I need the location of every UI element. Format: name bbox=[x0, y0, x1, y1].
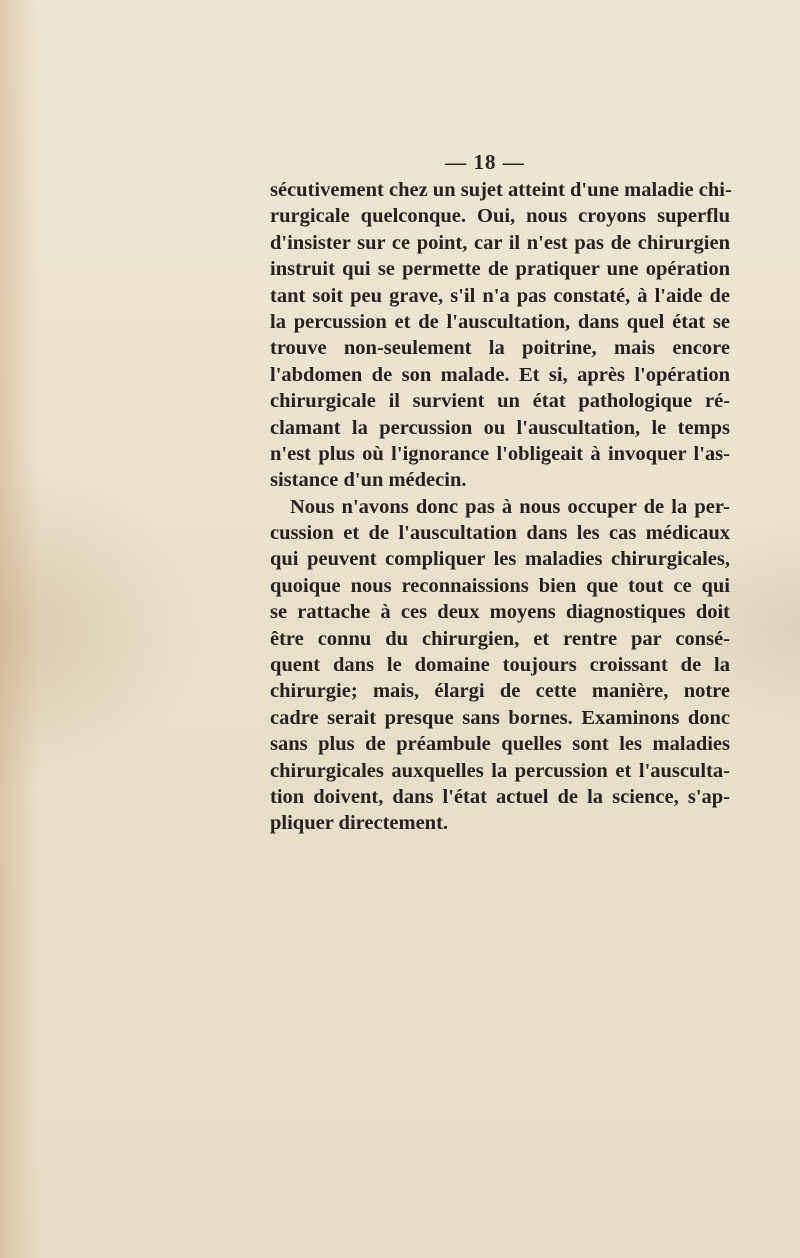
page-number: — 18 — bbox=[445, 150, 525, 174]
text-line: se rattache à ces deux moyens diagnostiques doit bbox=[270, 601, 730, 624]
text-line: chirurgicales auxquelles la percussion et l'ausculta- bbox=[270, 759, 730, 782]
text-line: quoique nous reconnaissions bien que tout ce qui bbox=[270, 574, 730, 597]
text-line: quent dans le domaine toujours croissant de la bbox=[270, 654, 730, 677]
text-line: trouve non-seulement la poitrine, mais encore bbox=[270, 337, 730, 360]
text-line: chirurgie; mais, élargi de cette manière, notre bbox=[270, 680, 730, 703]
text-line: l'abdomen de son malade. Et si, après l'opération bbox=[270, 363, 730, 386]
text-line: clamant la percussion ou l'auscultation, le temps bbox=[270, 416, 730, 439]
text-line: la percussion et de l'auscultation, dans quel état se bbox=[270, 310, 730, 333]
text-line: sistance d'un médecin. bbox=[270, 469, 467, 492]
text-line: être connu du chirurgien, et rentre par consé- bbox=[270, 627, 730, 650]
text-line: pliquer directement. bbox=[270, 812, 449, 835]
text-line: instruit qui se permette de pratiquer une opération bbox=[270, 258, 730, 281]
text-line: qui peuvent compliquer les maladies chirurgicales, bbox=[270, 548, 730, 571]
page-gutter-shadow bbox=[0, 0, 40, 1258]
text-line: cussion et de l'auscultation dans les cas médicaux bbox=[270, 522, 730, 545]
text-line: rurgicale quelconque. Oui, nous croyons superflu bbox=[270, 205, 730, 228]
text-line: n'est plus où l'ignorance l'obligeait à invoquer l'as- bbox=[270, 442, 730, 465]
text-line: tion doivent, dans l'état actuel de la science, s'ap- bbox=[270, 785, 730, 808]
body-text bbox=[270, 177, 730, 837]
text-line: chirurgicale il survient un état pathologique ré- bbox=[270, 390, 730, 413]
text-line: d'insister sur ce point, car il n'est pas de chirurgien bbox=[270, 231, 730, 254]
text-line: sans plus de préambule quelles sont les maladies bbox=[270, 733, 730, 756]
text-line: cadre serait presque sans bornes. Examinons donc bbox=[270, 706, 730, 729]
text-line: tant soit peu grave, s'il n'a pas constaté, à l'aide de bbox=[270, 284, 730, 307]
text-line: sécutivement chez un sujet atteint d'une maladie chi- bbox=[270, 179, 732, 201]
text-line: Nous n'avons donc pas à nous occuper de la per- bbox=[290, 495, 730, 518]
